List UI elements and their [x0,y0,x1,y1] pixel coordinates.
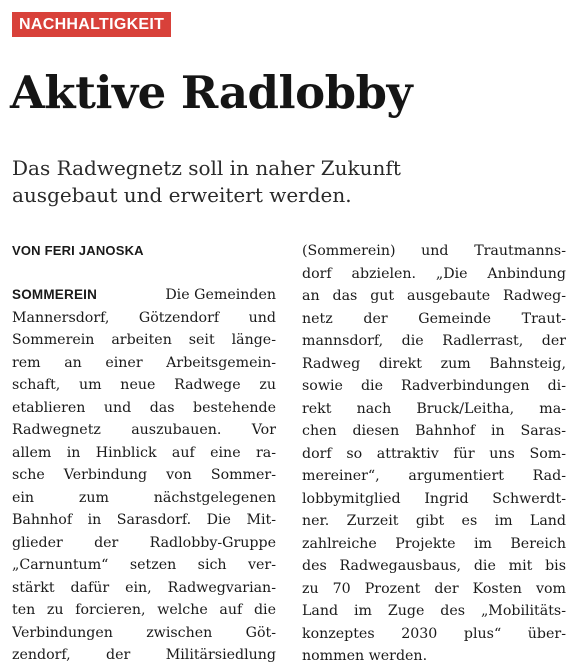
body-column-left [12,284,276,667]
body-text-line: mereiner“, argumentiert Rad- [302,468,566,484]
section-rubric: NACHHALTIGKEIT [12,12,171,37]
body-text-line: zahlreiche Projekte im Bereich [302,535,566,552]
body-text-line [12,284,276,307]
body-text-line: schaft, um neue Radwege zu [12,377,276,393]
body-text-line: Radweg direkt zum Bahnsteig, [302,355,566,372]
body-text-line: mannsdorf, die Radlerrast, der [302,333,566,349]
body-text-line: rem an einer Arbeitsgemein- [12,354,276,371]
body-text-line: Verbindungen zwischen Göt- [12,624,276,641]
body-text-line: zendorf, der Militärsiedlung [12,647,276,663]
body-text-line: allem in Hinblick auf eine ra- [12,444,276,461]
body-text-line: nommen werden. [302,648,428,664]
body-text-line: Mannersdorf, Götzendorf und [12,309,276,326]
body-text-line: ner. Zurzeit gibt es im Land [302,513,566,529]
author-byline: VON FERI JANOSKA [12,243,144,258]
body-text-line: etablieren und das bestehende [12,399,276,416]
dateline: SOMMEREIN [12,287,98,302]
body-text-line: an das gut ausgebaute Radweg- [302,288,566,304]
body-text-line: konzeptes 2030 plus“ über- [302,625,566,642]
body-text-line: zu 70 Prozent der Kosten vom [302,580,566,597]
body-column-right [302,240,566,668]
body-text-line: Bahnhof in Sarasdorf. Die Mit- [12,512,276,528]
body-text-line: lobbymitglied Ingrid Schwerdt- [302,490,566,507]
body-text-line: Radwegnetz auszubauen. Vor [12,422,276,438]
article-headline: Aktive Radlobby [10,66,413,119]
body-text-line: sche Verbindung von Sommer- [12,467,276,483]
body-text-line: chen diesen Bahnhof in Saras- [302,423,566,439]
body-text-line: dorf so attraktiv für uns Som- [302,445,566,462]
body-text-line: Land im Zuge des „Mobilitäts- [302,603,566,619]
article-subhead [12,155,562,209]
body-text-line: stärkt dafür ein, Radwegvarian- [12,579,276,596]
subhead-line: ausgebaut und erweitert werden. [12,183,352,207]
body-text-line: glieder der Radlobby-Gruppe [12,534,276,551]
body-text-fragment: Die Gemeinden [165,287,276,303]
body-text-line: des Radwegausbaus, die mit bis [302,558,566,574]
body-text-line: dorf abzielen. „Die Anbindung [302,265,566,282]
body-text-line: rekt nach Bruck/Leitha, ma- [302,400,566,417]
body-text-line: sowie die Radverbindungen di- [302,378,566,394]
body-text-line: ten zu forcieren, welche auf die [12,602,276,618]
body-text-line: Sommerein arbeiten seit länge- [12,332,276,348]
subhead-line: Das Radwegnetz soll in naher Zukunft [12,156,401,180]
body-text-line: „Carnuntum“ setzen sich ver- [12,557,276,573]
body-text-line: netz der Gemeinde Traut- [302,310,566,327]
body-text-line: (Sommerein) und Trautmanns- [302,243,566,259]
body-text-line: ein zum nächstgelegenen [12,489,276,506]
